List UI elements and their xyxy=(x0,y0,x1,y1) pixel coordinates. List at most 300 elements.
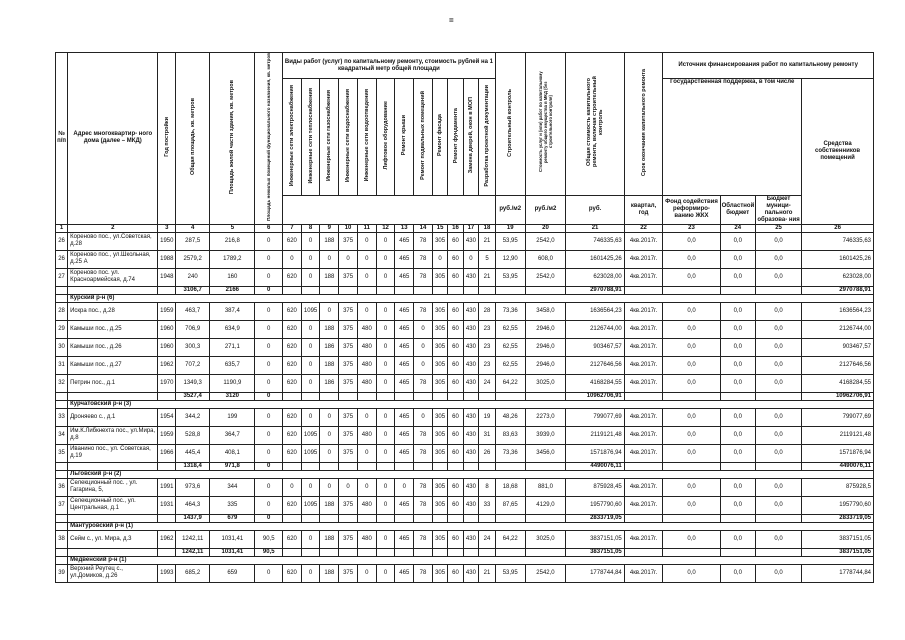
table-cell: 0 xyxy=(376,320,395,338)
table-cell: 634,9 xyxy=(210,320,255,338)
table-cell: 0,0 xyxy=(663,232,720,250)
table-cell: 0 xyxy=(357,444,376,462)
table-cell: 60 xyxy=(448,444,463,462)
table-cell: 445,4 xyxy=(176,444,210,462)
table-cell: 0 xyxy=(255,444,283,462)
table-cell: 465 xyxy=(395,408,414,426)
table-cell xyxy=(339,462,358,470)
table-cell: 19 xyxy=(479,408,496,426)
table-cell: 0,0 xyxy=(720,564,755,582)
table-cell: 0 xyxy=(463,250,478,268)
table-cell: 188 xyxy=(320,268,339,286)
table-row xyxy=(56,444,874,462)
table-row xyxy=(56,320,874,338)
table-cell: 0,0 xyxy=(755,478,801,496)
table-cell: 1959 xyxy=(158,302,176,320)
table-cell: 1601425,26 xyxy=(802,250,874,268)
unit-rub-a: руб. xyxy=(566,195,624,224)
section-row xyxy=(56,294,874,302)
table-cell: 0,0 xyxy=(720,338,755,356)
table-cell: 21 xyxy=(479,564,496,582)
table-cell xyxy=(320,286,339,294)
table-cell: 375 xyxy=(339,320,358,338)
table-cell: 305 xyxy=(432,356,447,374)
table-cell: 0 xyxy=(255,250,283,268)
col-header-w-roof: Ремонт крыши xyxy=(395,79,414,196)
address-cell: Иванино пос., ул. Советская, д.19 xyxy=(68,444,158,462)
column-number: 5 xyxy=(210,224,255,232)
table-cell: 1954 xyxy=(158,408,176,426)
table-cell: 1948 xyxy=(158,268,176,286)
table-cell xyxy=(479,514,496,522)
table-cell: 3025,0 xyxy=(525,530,566,548)
table-cell xyxy=(624,286,663,294)
table-cell: 0 xyxy=(255,462,283,470)
column-number: 20 xyxy=(525,224,566,232)
table-cell: 0 xyxy=(255,564,283,582)
table-cell: 0,0 xyxy=(663,478,720,496)
table-cell: 78 xyxy=(414,426,433,444)
table-cell: 305 xyxy=(432,444,447,462)
table-cell: 62,55 xyxy=(495,320,525,338)
table-cell: 463,7 xyxy=(176,302,210,320)
table-cell: 0,0 xyxy=(720,374,755,392)
table-cell: 0,0 xyxy=(663,426,720,444)
table-cell: 0,0 xyxy=(720,268,755,286)
table-cell xyxy=(414,392,433,400)
table-cell: 430 xyxy=(463,496,478,514)
table-cell: 1437,9 xyxy=(176,514,210,522)
table-cell: 465 xyxy=(395,496,414,514)
table-cell: 73,36 xyxy=(495,444,525,462)
table-cell: 64,22 xyxy=(495,530,525,548)
table-cell xyxy=(414,548,433,556)
table-cell: 28 xyxy=(56,302,68,320)
table-cell: 0,0 xyxy=(663,302,720,320)
table-cell xyxy=(495,462,525,470)
table-cell xyxy=(301,462,320,470)
table-cell: 3837151,05 xyxy=(802,530,874,548)
table-cell: 344,2 xyxy=(176,408,210,426)
table-cell: 0 xyxy=(414,356,433,374)
table-cell: 0,0 xyxy=(755,426,801,444)
table-cell: 48,26 xyxy=(495,408,525,426)
table-cell xyxy=(448,514,463,522)
table-cell: 0,0 xyxy=(663,530,720,548)
table-cell: 620 xyxy=(283,338,302,356)
table-cell: 0 xyxy=(320,478,339,496)
table-cell: 0,0 xyxy=(663,496,720,514)
table-cell: 0 xyxy=(301,374,320,392)
table-cell: 26 xyxy=(479,444,496,462)
table-cell: 375 xyxy=(339,338,358,356)
table-cell xyxy=(414,286,433,294)
table-cell xyxy=(357,514,376,522)
table-cell: 875928,5 xyxy=(802,478,874,496)
table-cell: 0 xyxy=(255,286,283,294)
table-cell: 364,7 xyxy=(210,426,255,444)
table-cell: 60 xyxy=(448,268,463,286)
total-row xyxy=(56,392,874,400)
table-cell xyxy=(755,462,801,470)
table-cell: 408,1 xyxy=(210,444,255,462)
table-cell: 375 xyxy=(339,426,358,444)
table-cell: 0 xyxy=(255,426,283,444)
address-cell: Дроняево с., д.1 xyxy=(68,408,158,426)
table-cell xyxy=(283,286,302,294)
table-cell: 0 xyxy=(414,320,433,338)
table-cell xyxy=(339,548,358,556)
table-cell: 0 xyxy=(357,564,376,582)
table-cell: 0 xyxy=(357,408,376,426)
table-cell: 3939,0 xyxy=(525,426,566,444)
total-row xyxy=(56,514,874,522)
table-cell: 1960 xyxy=(158,320,176,338)
table-cell: 24 xyxy=(479,374,496,392)
table-cell: 707,2 xyxy=(176,356,210,374)
table-cell: 375 xyxy=(339,564,358,582)
table-cell xyxy=(301,548,320,556)
table-cell xyxy=(320,548,339,556)
table-row xyxy=(56,338,874,356)
table-cell: 0,0 xyxy=(755,338,801,356)
table-cell: 60 xyxy=(448,250,463,268)
table-cell: 0 xyxy=(376,408,395,426)
address-cell: Петрин пос., д.1 xyxy=(68,374,158,392)
address-cell xyxy=(68,392,158,400)
col-header-fund: Фонд содействия реформиро- ванию ЖКХ xyxy=(663,195,720,224)
table-cell: 78 xyxy=(414,232,433,250)
section-title: Медвенский р-н (1) xyxy=(68,556,874,564)
table-cell: 1778744,84 xyxy=(566,564,624,582)
table-cell xyxy=(320,462,339,470)
table-cell xyxy=(158,462,176,470)
table-cell: 0,0 xyxy=(663,338,720,356)
works-group-header: Виды работ (услуг) по капитальному ремонту, стоимость рублей на 1 квадратный метр общей площади xyxy=(283,53,496,79)
table-cell: 620 xyxy=(283,356,302,374)
table-cell: 4кв.2017г. xyxy=(624,320,663,338)
table-cell: 305 xyxy=(432,408,447,426)
table-cell: 0,0 xyxy=(755,250,801,268)
table-cell: 1095 xyxy=(301,444,320,462)
table-row xyxy=(56,268,874,286)
table-cell: 23 xyxy=(479,356,496,374)
table-cell: 0,0 xyxy=(720,426,755,444)
column-number: 13 xyxy=(395,224,414,232)
table-cell: 0,0 xyxy=(663,444,720,462)
address-cell: Верхний Реутец с., ул.Домиков, д.26 xyxy=(68,564,158,582)
table-cell: 0 xyxy=(376,250,395,268)
table-cell xyxy=(525,392,566,400)
table-cell: 0 xyxy=(255,478,283,496)
table-cell xyxy=(479,392,496,400)
table-cell: 305 xyxy=(432,530,447,548)
table-cell: 1993 xyxy=(158,564,176,582)
table-cell xyxy=(495,392,525,400)
table-cell: 3458,0 xyxy=(525,302,566,320)
table-cell: 0 xyxy=(376,268,395,286)
table-cell: 38 xyxy=(56,530,68,548)
table-cell: 430 xyxy=(463,408,478,426)
table-cell: 3025,0 xyxy=(525,374,566,392)
table-cell: 0 xyxy=(255,232,283,250)
table-cell xyxy=(448,548,463,556)
table-cell: 881,0 xyxy=(525,478,566,496)
table-cell: 60 xyxy=(448,302,463,320)
table-cell: 4кв.2017г. xyxy=(624,530,663,548)
section-row xyxy=(56,556,874,564)
table-cell xyxy=(432,286,447,294)
table-cell xyxy=(301,286,320,294)
table-cell: 465 xyxy=(395,374,414,392)
table-cell xyxy=(495,286,525,294)
table-cell: 4кв.2017г. xyxy=(624,338,663,356)
table-row xyxy=(56,374,874,392)
col-header-municipal: Бюджет муници- пального образова- ния xyxy=(757,195,800,223)
table-cell: 0,0 xyxy=(755,356,801,374)
table-cell: 1571876,94 xyxy=(566,444,624,462)
table-cell: 465 xyxy=(395,302,414,320)
table-cell: 287,5 xyxy=(176,232,210,250)
table-cell: 0 xyxy=(320,302,339,320)
table-cell: 430 xyxy=(463,232,478,250)
section-row xyxy=(56,522,874,530)
table-cell: 0 xyxy=(320,444,339,462)
table-cell: 305 xyxy=(432,564,447,582)
col-header-control: Строительный контроль xyxy=(495,53,525,196)
table-cell xyxy=(479,286,496,294)
table-cell: 8 xyxy=(479,478,496,496)
address-cell: Селекционный пос. , ул. Гагарина, 5, xyxy=(68,478,158,496)
table-cell xyxy=(755,392,801,400)
table-cell: 90,5 xyxy=(255,548,283,556)
table-cell: 21 xyxy=(479,268,496,286)
table-cell: 0 xyxy=(255,496,283,514)
table-cell: 2542,0 xyxy=(525,232,566,250)
table-cell: 31 xyxy=(56,356,68,374)
table-cell: 0 xyxy=(376,564,395,582)
table-cell: 0,0 xyxy=(755,496,801,514)
column-number: 10 xyxy=(339,224,358,232)
table-cell: 706,9 xyxy=(176,320,210,338)
table-cell: 0 xyxy=(320,426,339,444)
address-cell: Камыши пос., д.26 xyxy=(68,338,158,356)
table-cell: 2126744,00 xyxy=(802,320,874,338)
table-cell: 465 xyxy=(395,530,414,548)
table-cell xyxy=(395,392,414,400)
table-cell: 60 xyxy=(448,232,463,250)
table-cell: 375 xyxy=(339,444,358,462)
total-row xyxy=(56,548,874,556)
table-row xyxy=(56,426,874,444)
table-cell: 0 xyxy=(357,302,376,320)
section-title: Мантуровский р-н (1) xyxy=(68,522,874,530)
table-cell: 0 xyxy=(255,374,283,392)
table-cell: 1031,41 xyxy=(210,548,255,556)
table-cell: 0 xyxy=(357,268,376,286)
column-number: 4 xyxy=(176,224,210,232)
total-row xyxy=(56,462,874,470)
table-cell: 35 xyxy=(56,444,68,462)
table-cell: 1966 xyxy=(158,444,176,462)
address-cell: Искра пос., д.28 xyxy=(68,302,158,320)
table-cell: 620 xyxy=(283,268,302,286)
table-cell: 199 xyxy=(210,408,255,426)
table-cell xyxy=(339,514,358,522)
table-cell: 0 xyxy=(357,478,376,496)
table-cell: 60 xyxy=(448,338,463,356)
table-cell: 0 xyxy=(301,564,320,582)
table-cell: 0 xyxy=(376,356,395,374)
table-cell: 3837151,05 xyxy=(566,530,624,548)
table-cell xyxy=(376,548,395,556)
table-cell: 29 xyxy=(56,320,68,338)
table-cell: 335 xyxy=(210,496,255,514)
table-cell: 0,0 xyxy=(755,408,801,426)
address-cell: Камыши пос., д.27 xyxy=(68,356,158,374)
table-row xyxy=(56,496,874,514)
col-header-w-doors: Замена дверей, окон в МОП xyxy=(463,79,478,196)
table-cell xyxy=(301,392,320,400)
col-header-w-facade: Ремонт фасада xyxy=(432,79,447,196)
section-row xyxy=(56,470,874,478)
table-cell xyxy=(395,286,414,294)
table-cell xyxy=(720,548,755,556)
table-cell xyxy=(320,392,339,400)
table-cell: 0 xyxy=(376,426,395,444)
table-cell: 0,0 xyxy=(720,444,755,462)
col-header-total-cost: Общая стоимость капитального ремонта, включая строительный контроль xyxy=(566,53,624,196)
table-cell: 2833719,05 xyxy=(802,514,874,522)
table-cell: 305 xyxy=(432,374,447,392)
table-cell xyxy=(56,548,68,556)
table-cell xyxy=(720,392,755,400)
table-cell: 78 xyxy=(414,444,433,462)
table-cell: 10962706,91 xyxy=(802,392,874,400)
table-cell: 0 xyxy=(357,232,376,250)
table-cell: 188 xyxy=(320,232,339,250)
table-cell: 0,0 xyxy=(663,320,720,338)
table-cell: 34 xyxy=(56,426,68,444)
table-cell xyxy=(283,392,302,400)
table-cell: 188 xyxy=(320,530,339,548)
table-cell xyxy=(463,286,478,294)
column-number: 19 xyxy=(495,224,525,232)
table-cell: 0 xyxy=(376,232,395,250)
table-cell: 10962706,91 xyxy=(566,392,624,400)
table-cell: 305 xyxy=(432,338,447,356)
column-number: 25 xyxy=(755,224,801,232)
table-cell: 305 xyxy=(432,496,447,514)
table-cell: 73,36 xyxy=(495,302,525,320)
table-cell: 465 xyxy=(395,250,414,268)
section-title: Курчатовский р-н (3) xyxy=(68,400,874,408)
table-cell: 480 xyxy=(357,338,376,356)
table-cell xyxy=(663,462,720,470)
table-cell: 2166 xyxy=(210,286,255,294)
unit-rub-m2-b: руб./м2 xyxy=(525,195,566,224)
table-cell: 528,8 xyxy=(176,426,210,444)
table-cell: 0 xyxy=(301,250,320,268)
column-number: 3 xyxy=(158,224,176,232)
col-header-address: Адрес многоквартир- ного дома (далее – МКД) xyxy=(68,53,158,225)
col-header-w-drain: Инженерные сети водоотведения xyxy=(357,79,376,196)
table-cell: 0,0 xyxy=(720,302,755,320)
table-cell: 623028,00 xyxy=(566,268,624,286)
column-number: 15 xyxy=(432,224,447,232)
table-cell: 375 xyxy=(339,408,358,426)
column-number: 17 xyxy=(463,224,478,232)
table-cell: 903467,57 xyxy=(566,338,624,356)
table-cell: 0 xyxy=(339,478,358,496)
table-cell xyxy=(525,548,566,556)
table-cell xyxy=(158,392,176,400)
table-cell: 4кв.2017г. xyxy=(624,426,663,444)
table-cell: 623028,00 xyxy=(802,268,874,286)
table-cell: 60 xyxy=(448,374,463,392)
table-cell: 0 xyxy=(376,374,395,392)
table-cell: 60 xyxy=(448,530,463,548)
table-cell: 746335,63 xyxy=(566,232,624,250)
table-cell: 620 xyxy=(283,408,302,426)
table-cell: 465 xyxy=(395,356,414,374)
table-cell xyxy=(479,462,496,470)
col-header-w-lift: Лифтовое оборудование xyxy=(376,79,395,196)
table-cell xyxy=(479,548,496,556)
table-cell xyxy=(432,548,447,556)
table-cell: 36 xyxy=(56,478,68,496)
table-cell: 1636564,23 xyxy=(802,302,874,320)
address-cell xyxy=(68,514,158,522)
table-cell: 2126744,00 xyxy=(566,320,624,338)
table-cell: 0,0 xyxy=(720,250,755,268)
table-cell: 480 xyxy=(357,530,376,548)
table-cell: 375 xyxy=(339,496,358,514)
table-cell: 0,0 xyxy=(720,356,755,374)
table-cell: 1242,11 xyxy=(176,530,210,548)
table-cell: 679 xyxy=(210,514,255,522)
table-cell xyxy=(663,514,720,522)
table-cell xyxy=(339,392,358,400)
col-header-cost-sqm: Стоимость услуг и (или) работ по капитальному ремонту общего имущества в МКД (без строительного контроля) xyxy=(525,53,566,196)
table-cell: 90,5 xyxy=(255,530,283,548)
table-cell: 465 xyxy=(395,444,414,462)
table-cell: 78 xyxy=(414,530,433,548)
table-cell: 875928,45 xyxy=(566,478,624,496)
table-cell: 3120 xyxy=(210,392,255,400)
table-cell: 26 xyxy=(56,232,68,250)
table-cell: 2119121,48 xyxy=(566,426,624,444)
table-cell: 0 xyxy=(301,320,320,338)
column-number: 26 xyxy=(802,224,874,232)
table-cell: 1789,2 xyxy=(210,250,255,268)
table-cell xyxy=(339,286,358,294)
column-number: 16 xyxy=(448,224,463,232)
table-cell xyxy=(755,286,801,294)
col-header-w-heat: Инженерные сети теплоснабжения xyxy=(301,79,320,196)
table-cell: 240 xyxy=(176,268,210,286)
col-header-w-design: Разработка проектной документации xyxy=(479,79,496,196)
table-cell: 0 xyxy=(255,408,283,426)
table-cell: 465 xyxy=(395,232,414,250)
table-cell: 430 xyxy=(463,530,478,548)
table-cell: 1636564,23 xyxy=(566,302,624,320)
table-cell: 973,6 xyxy=(176,478,210,496)
table-cell: 620 xyxy=(283,320,302,338)
table-cell: 160 xyxy=(210,268,255,286)
table-cell: 375 xyxy=(339,374,358,392)
table-cell: 1095 xyxy=(301,426,320,444)
